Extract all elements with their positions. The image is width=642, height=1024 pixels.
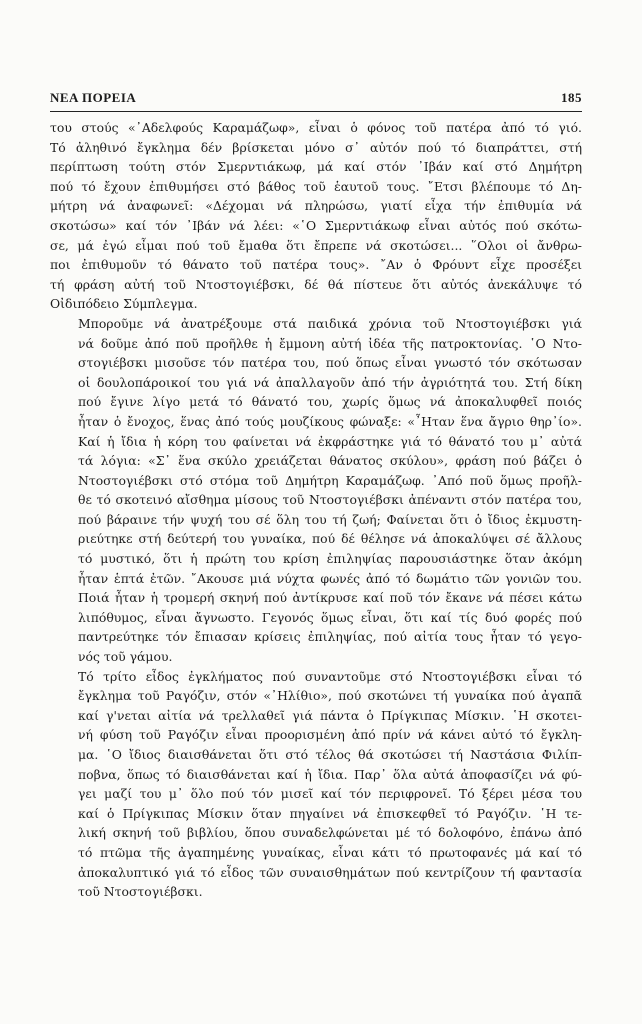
text-line: τοῦ Ντοστογιέβσκι. — [78, 884, 203, 900]
text-line: Καί ἡ ἴδια ἡ κόρη του φαίνεται νά ἐκφράστηκε γιά τό θάνατό του μ᾽ αὐτά — [78, 433, 582, 449]
text-line: Ντοστογιέβσκι στό στόμα τοῦ Δημήτρη Καραμάζωφ. ᾽Από ποῦ ὅμως προῆλ- — [78, 472, 582, 488]
text-line: τά λόγια: «Σ᾽ ἕνα σκύλο χρειάζεται θάνατος σκύλου», φράση πού βάζει ὁ — [78, 453, 582, 469]
text-line: νή φύση τοῦ Ραγόζιν εἶναι προορισμένη ἀπό πρίν νά κάνει αὐτό τό ἔγκλη- — [78, 727, 582, 743]
text-line: πού ἔγινε λίγο μετά τό θάνατό του, χωρίς ὅμως νά ἀποκαλυφθεῖ ποιός — [78, 394, 582, 410]
text-line: του στούς «᾽Αδελφούς Καραμάζωφ», εἶναι ὁ φόνος τοῦ πατέρα ἀπό τό γιό. — [50, 120, 582, 135]
text-line: νός τοῦ γάμου. — [78, 649, 173, 665]
text-line: Ποιά ἦταν ἡ τρομερή σκηνή πού ἀντίκρυσε καί ποῦ τόν ἔκανε νά πέσει κάτω — [78, 590, 582, 606]
text-line: παντρεύτηκε τόν ἔπιασαν κρίσεις ἐπιληψίας, πού αἰτία τους ἦταν τό γεγο- — [78, 629, 582, 645]
paragraph — [50, 667, 582, 902]
article-body — [50, 118, 582, 902]
paragraph — [50, 314, 582, 667]
text-line: καί γ'νεται αἰτία νά τρελλαθεῖ γιά πάντα ὁ Πρίγκιπας Μίσκιν. ῾Η σκοτει- — [78, 707, 582, 723]
text-line: Τό ἀληθινό ἔγκλημα δέν βρίσκεται μόνο σ᾽ αὐτόν πού τό διαπράττει, στή — [50, 139, 582, 155]
text-line: γει μαζί του μ᾽ ὅλο πού τόν μισεῖ καί τόν περιφρονεῖ. Τό ξέρει μέσα του — [78, 786, 582, 802]
running-header — [50, 90, 582, 106]
text-line: οἱ δουλοπάροικοί του γιά νά ἀπαλλαγοῦν ἀπό τήν ἀγριότητά του. Στή δίκη — [78, 374, 582, 390]
text-line: ποβνα, ὅπως τό διαισθάνεται καί ἡ ἴδια. Παρ᾽ ὅλα αὐτά ἀποφασίζει νά φύ- — [78, 766, 582, 782]
text-line: σε, μά ἐγώ εἶμαι πού τοῦ ἔμαθα ὅτι ἔπρεπε νά σκοτώσει... ῞Ολοι οἱ ἄνθρω- — [50, 237, 582, 253]
text-line: Οἰδιπόδειο Σύμπλεγμα. — [50, 296, 198, 312]
text-line: νά δοῦμε ἀπό ποῦ προῆλθε ἡ ἔμμονη αὐτή ἰδέα τῆς πατροκτονίας. ῾Ο Ντο- — [78, 335, 582, 351]
page-number: 185 — [561, 90, 582, 105]
text-line: τό μυστικό, ὅτι ἡ πρώτη του κρίση ἐπιληψίας παρουσιάστηκε ὅταν ἀκόμη — [78, 551, 582, 567]
text-line: μα. ῾Ο ἴδιος διαισθάνεται ὅτι στό τέλος θά σκοτώσει τή Ναστάσια Φιλίπ- — [78, 747, 582, 762]
text-line: τή φράση αὐτή τοῦ Ντοστογιέβσκι, δέ θά πίστευε ὅτι αὐτός ἀνεκάλυψε τό — [50, 276, 582, 292]
text-line: Τό τρίτο εἶδος ἐγκλήματος πού συναντοῦμε στό Ντοστογιέβσκι εἶναι τό — [78, 668, 582, 684]
text-line: θε τό σκοτεινό αἴσθημα μίσους τοῦ Ντοστογιέβσκι ἀπέναντι στόν πατέρα του, — [78, 492, 582, 508]
text-line: μήτρη νά ἀναφωνεῖ: «Δέχομαι νά πληρώσω, γιατί εἶχα τήν ἐπιθυμία νά — [50, 198, 582, 214]
text-line: πού βάραινε τήν ψυχή του σέ ὅλη του τή ζωή; Φαίνεται ὅτι ὁ ἴδιος ἐκμυστη- — [78, 511, 582, 527]
text-line: λική σκηνή τοῦ βιβλίου, ὅπου συναδελφώνεται μέ τό δολοφόνο, ἐπάνω ἀπό — [78, 825, 582, 841]
text-line: ἦταν ἑπτά ἐτῶν. ῎Ακουσε μιά νύχτα φωνές ἀπό τό δωμάτιο τῶν γονιῶν του. — [78, 570, 582, 586]
text-line: στογιέβσκι μισοῦσε τόν πατέρα του, πού ὅπως εἶναι γνωστό τόν σκότωσαν — [78, 355, 582, 371]
text-line: λιπόθυμος, εἶναι ἄγνωστο. Γεγονός ὅμως εἶναι, ὅτι καί τίς δυό φορές πού — [78, 609, 582, 625]
text-line: πού τό ἔχουν ἐπιθυμήσει στό βάθος τοῦ ἑαυτοῦ τους. ῎Ετσι βλέπουμε τό Δη- — [50, 178, 582, 194]
text-line: καί ὁ Πρίγκιπας Μίσκιν ὅταν πηγαίνει νά ἐπισκεφθεῖ τό Ραγόζιν. ῾Η τε- — [78, 805, 582, 821]
text-line: ἔγκλημα τοῦ Ραγόζιν, στόν «᾽Ηλίθιο», πού σκοτώνει τή γυναίκα πού ἀγαπᾶ — [78, 688, 582, 704]
paragraph — [50, 118, 582, 314]
journal-title: ΝΕΑ ΠΟΡΕΙΑ — [50, 90, 137, 105]
text-line: ποι ἐπιθυμοῦν τό θάνατο τοῦ πατέρα τους». ῎Αν ὁ Φρόυντ εἶχε προσέξει — [50, 257, 582, 273]
text-line: τό πτῶμα τῆς ἀγαπημένης γυναίκας, εἶναι κάτι τό πρωτοφανές μά καί τό — [78, 844, 582, 860]
text-line: περίπτωση τούτη στόν Σμερντιάκωφ, μά καί στόν ᾽Ιβάν καί στό Δημήτρη — [50, 159, 582, 175]
header-rule — [50, 111, 582, 112]
text-line: ἦταν ὁ ἔνοχος, ἕνας ἀπό τούς μουζίκους φώναξε: «῏Ηταν ἕνα ἄγριο θηρ᾽ίο». — [78, 413, 582, 429]
text-line: Μποροῦμε νά ἀνατρέξουμε στά παιδικά χρόνια τοῦ Ντοστογιέβσκι γιά — [78, 315, 582, 331]
text-line: ἀποκαλυπτικό γιά τό εἶδος τῶν συναισθημάτων πού κεντρίζουν τή φαντασία — [78, 864, 582, 880]
text-line: ριεύτηκε στή δεύτερή του γυναίκα, πού δέ θέλησε νά ἀποκαλύψει σέ ἄλλους — [78, 531, 582, 547]
text-line: σκοτώσω» καί τόν ᾽Ιβάν νά λέει: «῾Ο Σμερντιάκωφ εἶναι αὐτός πού σκότω- — [50, 217, 582, 233]
